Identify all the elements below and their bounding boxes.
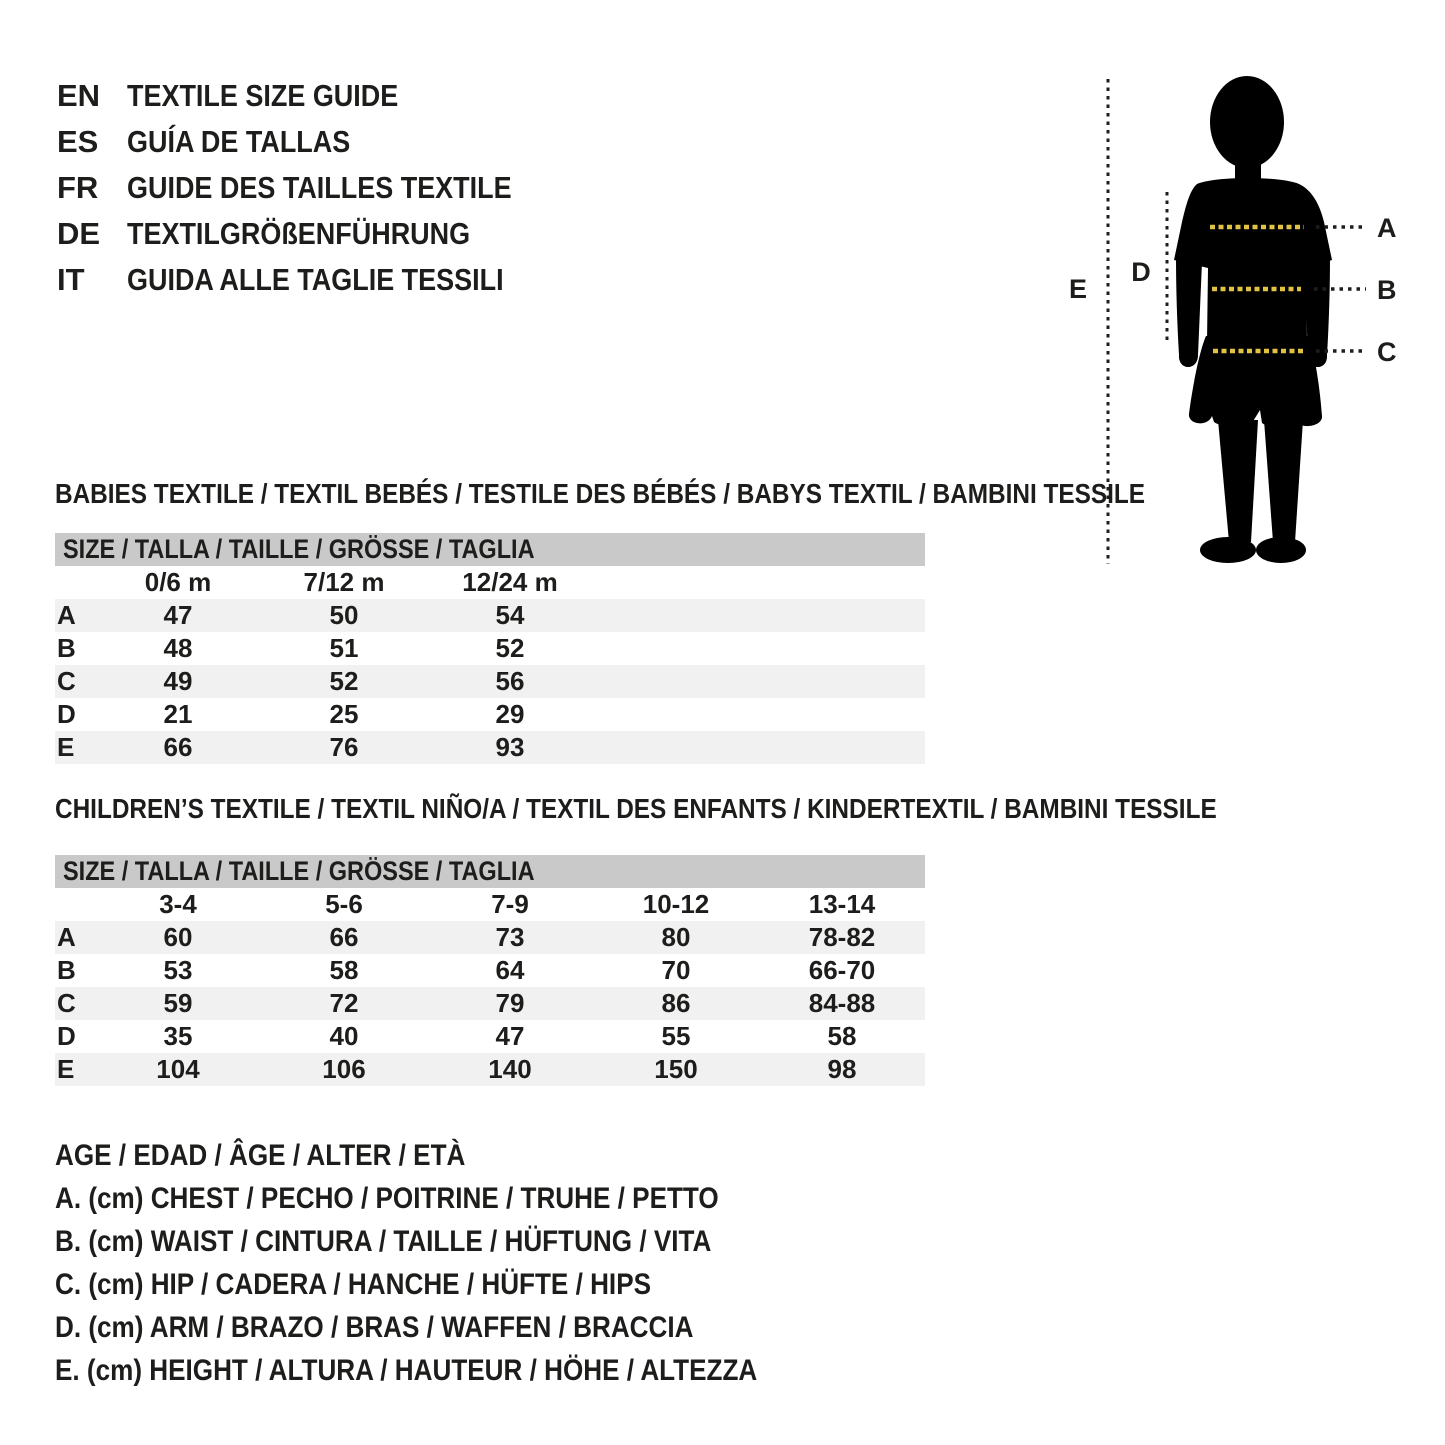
row-label: D [57, 1021, 76, 1051]
cell-value: 25 [329, 699, 359, 729]
table-row [55, 1053, 925, 1086]
babies-table [55, 533, 925, 764]
cell-value: 66-70 [808, 955, 876, 985]
language-title: GUÍA DE TALLAS [127, 124, 351, 159]
figure-label-D: D [1131, 257, 1151, 287]
babies-section-title-text: BABIES TEXTILE / TEXTIL BEBÉS / TESTILE DES BÉBÉS / BABYS TEXTIL / BAMBINI TESSILE [55, 478, 1146, 509]
cell-value: 84-88 [808, 988, 876, 1018]
legend-line-text: D. (cm) ARM / BRAZO / BRAS / WAFFEN / BRACCIA [55, 1310, 694, 1344]
cell-value: 55 [661, 1021, 691, 1051]
row-label: C [57, 666, 76, 696]
column-header: 13-14 [808, 889, 876, 919]
babies-size-header-bar [55, 533, 925, 566]
row-label: A [57, 922, 76, 952]
cell-value: 79 [495, 988, 525, 1018]
legend-line [55, 1220, 862, 1263]
legend-line [55, 1349, 862, 1392]
legend-line [55, 1134, 862, 1177]
cell-value: 54 [495, 600, 525, 630]
row-label: B [57, 633, 76, 663]
language-code: ES [57, 124, 99, 159]
babies-column-header-row [55, 566, 925, 599]
language-list [57, 73, 569, 303]
babies-size-header-text: SIZE / TALLA / TAILLE / GRÖSSE / TAGLIA [63, 534, 535, 564]
cell-value: 50 [329, 600, 359, 630]
legend-line-text: E. (cm) HEIGHT / ALTURA / HAUTEUR / HÖHE / ALTEZZA [55, 1353, 758, 1387]
cell-value: 104 [156, 1054, 200, 1084]
children-section-title-text: CHILDREN’S TEXTILE / TEXTIL NIÑO/A / TEXTIL DES ENFANTS / KINDERTEXTIL / BAMBINI TESSILE [55, 793, 1217, 824]
table-row [55, 599, 925, 632]
cell-value: 35 [163, 1021, 193, 1051]
cell-value: 73 [495, 922, 525, 952]
children-table [55, 855, 925, 1086]
row-label: B [57, 955, 76, 985]
cell-value: 72 [329, 988, 359, 1018]
children-size-header-text: SIZE / TALLA / TAILLE / GRÖSSE / TAGLIA [63, 856, 535, 886]
column-header: 3-4 [159, 889, 197, 919]
cell-value: 49 [163, 666, 193, 696]
legend-line [55, 1177, 862, 1220]
cell-value: 47 [163, 600, 193, 630]
cell-value: 106 [322, 1054, 366, 1084]
table-row [55, 921, 925, 954]
children-size-header-bar [55, 855, 925, 888]
column-header: 5-6 [325, 889, 363, 919]
cell-value: 76 [329, 732, 359, 762]
cell-value: 98 [827, 1054, 857, 1084]
figure-label-E: E [1068, 274, 1088, 304]
row-label: E [57, 732, 75, 762]
cell-value: 66 [329, 922, 359, 952]
cell-value: 56 [495, 666, 525, 696]
row-label: E [57, 1054, 75, 1084]
table-row [55, 954, 925, 987]
language-row [57, 211, 569, 257]
cell-value: 58 [827, 1021, 857, 1051]
cell-value: 78-82 [808, 922, 876, 952]
legend-line-text: AGE / EDAD / ÂGE / ALTER / ETÀ [55, 1138, 466, 1172]
cell-value: 48 [163, 633, 193, 663]
language-row [57, 257, 569, 303]
cell-value: 29 [495, 699, 525, 729]
cell-value: 70 [661, 955, 691, 985]
column-header: 10-12 [642, 889, 710, 919]
cell-value: 51 [329, 633, 359, 663]
cell-value: 140 [488, 1054, 532, 1084]
legend-line-text: C. (cm) HIP / CADERA / HANCHE / HÜFTE / HIPS [55, 1267, 652, 1301]
babies-section-title [55, 477, 1308, 511]
babies-table-body [55, 599, 925, 764]
cell-value: 80 [661, 922, 691, 952]
column-header: 12/24 m [462, 567, 558, 597]
language-code: FR [57, 170, 99, 205]
table-row [55, 665, 925, 698]
cell-value: 58 [329, 955, 359, 985]
column-header: 7-9 [491, 889, 529, 919]
column-header: 7/12 m [303, 567, 385, 597]
cell-value: 40 [329, 1021, 359, 1051]
cell-value: 47 [495, 1021, 525, 1051]
cell-value: 52 [329, 666, 359, 696]
row-label: A [57, 600, 76, 630]
children-column-header-row [55, 888, 925, 921]
cell-value: 64 [495, 955, 525, 985]
cell-value: 59 [163, 988, 193, 1018]
language-title: GUIDA ALLE TAGLIE TESSILI [127, 262, 504, 297]
language-row [57, 119, 569, 165]
language-code: DE [57, 216, 101, 251]
cell-value: 60 [163, 922, 193, 952]
table-row [55, 1020, 925, 1053]
children-section-title [55, 792, 1390, 826]
language-title: TEXTILE SIZE GUIDE [127, 78, 399, 113]
legend-line-text: A. (cm) CHEST / PECHO / POITRINE / TRUHE / PETTO [55, 1181, 719, 1215]
legend-line [55, 1263, 862, 1306]
cell-value: 86 [661, 988, 691, 1018]
language-title: TEXTILGRÖßENFÜHRUNG [127, 216, 471, 251]
cell-value: 93 [495, 732, 525, 762]
row-label: C [57, 988, 76, 1018]
cell-value: 66 [163, 732, 193, 762]
cell-value: 52 [495, 633, 525, 663]
figure-label-A: A [1377, 213, 1397, 243]
table-row [55, 632, 925, 665]
language-title: GUIDE DES TAILLES TEXTILE [127, 170, 512, 205]
cell-value: 21 [163, 699, 193, 729]
language-code: EN [57, 78, 101, 113]
legend-line-text: B. (cm) WAIST / CINTURA / TAILLE / HÜFTUNG / VITA [55, 1224, 712, 1258]
row-label: D [57, 699, 76, 729]
children-table-body [55, 921, 925, 1086]
cell-value: 150 [654, 1054, 698, 1084]
language-code: IT [57, 262, 85, 297]
measurement-legend [55, 1134, 862, 1392]
language-row [57, 165, 569, 211]
table-row [55, 987, 925, 1020]
figure-label-B: B [1377, 275, 1397, 305]
figure-label-C: C [1377, 337, 1397, 367]
table-row [55, 698, 925, 731]
table-row [55, 731, 925, 764]
language-row [57, 73, 569, 119]
legend-line [55, 1306, 862, 1349]
column-header: 0/6 m [144, 567, 212, 597]
cell-value: 53 [163, 955, 193, 985]
